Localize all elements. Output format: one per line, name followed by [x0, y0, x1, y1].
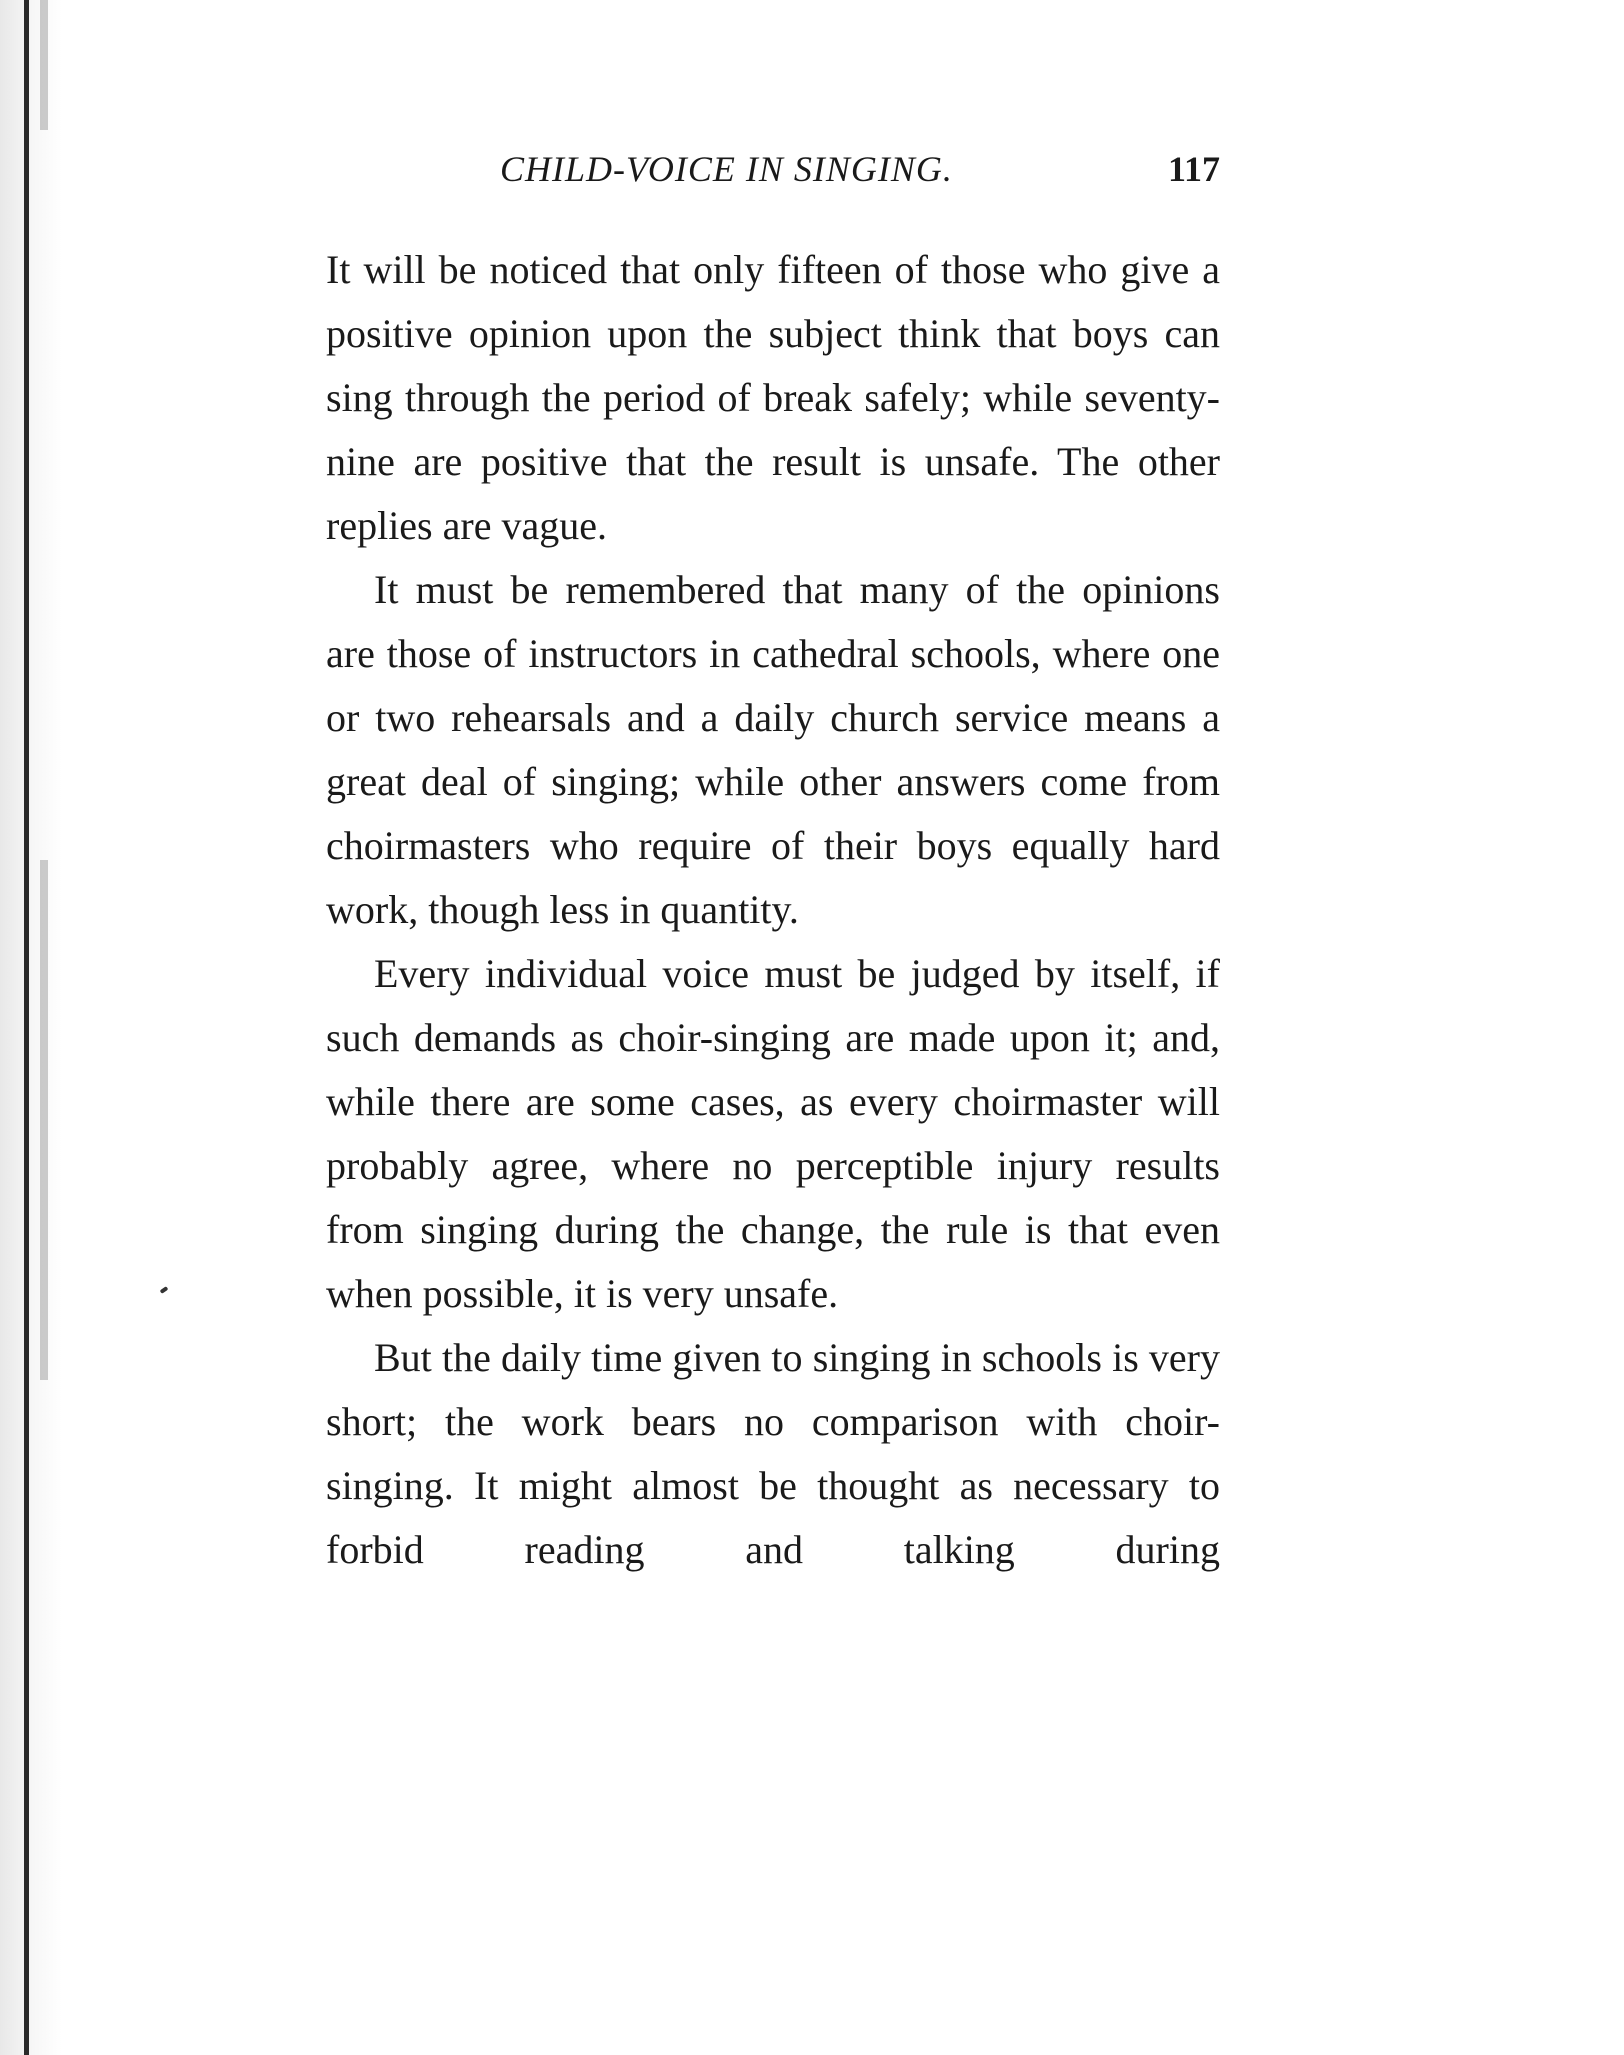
binding-speck [40, 0, 48, 130]
binding-shadow [0, 0, 62, 2055]
stray-ink-mark [160, 1286, 169, 1294]
paragraph-3: Every individual voice must be judged by itself, if such demands as choir-singing are made upon it; and, while there are some cases, as every choirmaster will probably agree, where no perceptible injury results from singing during the change, the rule is that even when possible, it is very unsafe. [326, 951, 1220, 1316]
page-binding-edge [0, 0, 60, 2055]
binding-rule [24, 0, 29, 2055]
page-number: 117 [1168, 149, 1221, 189]
paragraph-1: It will be noticed that only fifteen of those who give a positive opinion upon the subject think that boys can sing through the period of break safely; while seventy-nine are positive that the result is unsafe. The other replies are vague. [326, 247, 1220, 548]
running-title: CHILD-VOICE IN SINGING. [500, 149, 953, 189]
body-text [326, 238, 1220, 1582]
running-head [0, 148, 1624, 208]
binding-speck [40, 860, 48, 1380]
paragraph-2: It must be remembered that many of the opinions are those of instructors in cathedral schools, where one or two rehearsals and a daily church service means a great deal of singing; while other answers come from choirmasters who require of their boys equally hard work, though less in quantity. [326, 567, 1220, 932]
paragraph-4: But the daily time given to singing in schools is very short; the work bears no comparison with choir-singing. It might almost be thought as necessary to forbid reading and talking during [326, 1335, 1220, 1572]
